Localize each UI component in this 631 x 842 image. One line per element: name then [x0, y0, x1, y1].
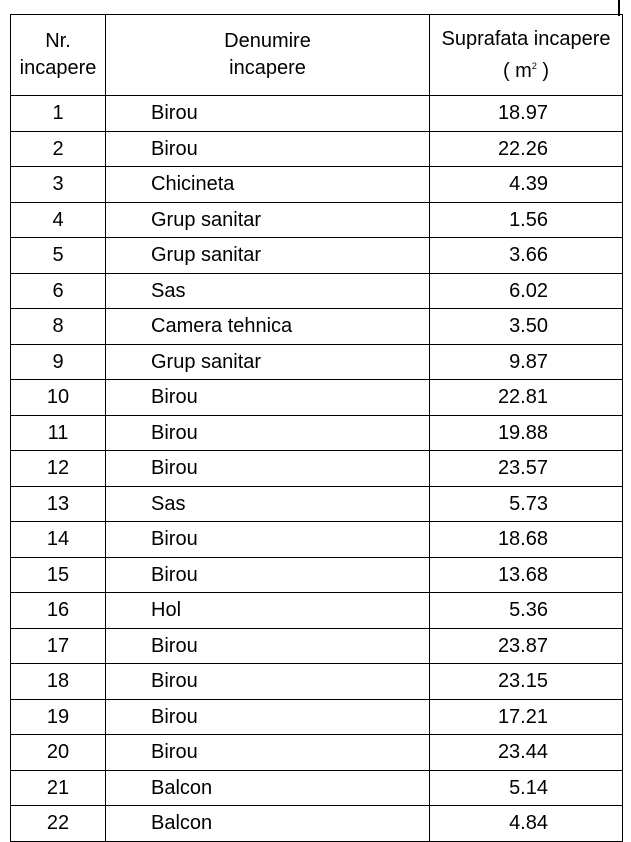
room-number-cell: 10: [11, 380, 106, 416]
room-number-cell: 20: [11, 735, 106, 771]
room-number-cell: 21: [11, 770, 106, 806]
room-name-cell: Birou: [106, 380, 430, 416]
room-number-cell: 14: [11, 522, 106, 558]
table-row: [11, 770, 623, 806]
room-number-cell: 2: [11, 131, 106, 167]
table-row: [11, 96, 623, 132]
room-area-cell: 19.88: [430, 415, 623, 451]
room-name-cell: Birou: [106, 96, 430, 132]
table-row: [11, 344, 623, 380]
room-name-cell: Birou: [106, 522, 430, 558]
room-number-cell: 15: [11, 557, 106, 593]
room-name-cell: Birou: [106, 699, 430, 735]
header-nr: [11, 15, 106, 96]
header-name-line1: Denumire: [224, 30, 311, 52]
room-area-cell: 22.81: [430, 380, 623, 416]
room-number-cell: 6: [11, 273, 106, 309]
unit-open: ( m: [502, 59, 532, 82]
room-name-cell: Grup sanitar: [106, 202, 430, 238]
room-name-cell: Birou: [106, 664, 430, 700]
table-row: [11, 806, 623, 842]
room-number-cell: 12: [11, 451, 106, 487]
room-name-cell: Grup sanitar: [106, 238, 430, 274]
room-area-cell: 5.36: [430, 593, 623, 629]
room-name-cell: Sas: [106, 486, 430, 522]
unit-superscript: 2: [531, 60, 537, 71]
room-name-cell: Chicineta: [106, 167, 430, 203]
room-number-cell: 11: [11, 415, 106, 451]
header-area: [430, 15, 623, 96]
room-area-cell: 23.44: [430, 735, 623, 771]
table-row: [11, 309, 623, 345]
room-area-cell: 18.97: [430, 96, 623, 132]
room-name-cell: Birou: [106, 735, 430, 771]
room-number-cell: 8: [11, 309, 106, 345]
table-row: [11, 273, 623, 309]
room-number-cell: 4: [11, 202, 106, 238]
table-row: [11, 380, 623, 416]
header-nr-line1: Nr.: [45, 30, 71, 52]
room-number-cell: 9: [11, 344, 106, 380]
room-number-cell: 1: [11, 96, 106, 132]
room-area-cell: 23.15: [430, 664, 623, 700]
room-area-cell: 9.87: [430, 344, 623, 380]
header-nr-line2: incapere: [19, 57, 97, 79]
table-row: [11, 628, 623, 664]
room-area-cell: 6.02: [430, 273, 623, 309]
header-name-line2: incapere: [229, 57, 306, 79]
room-number-cell: 3: [11, 167, 106, 203]
room-number-cell: 19: [11, 699, 106, 735]
header-area-unit: [503, 60, 549, 82]
room-name-cell: Birou: [106, 131, 430, 167]
room-number-cell: 5: [11, 238, 106, 274]
room-area-cell: 1.56: [430, 202, 623, 238]
room-area-cell: 23.57: [430, 451, 623, 487]
room-name-cell: Balcon: [106, 806, 430, 842]
room-area-cell: 4.84: [430, 806, 623, 842]
table-row: [11, 415, 623, 451]
room-name-cell: Birou: [106, 628, 430, 664]
rooms-table: [10, 14, 623, 842]
room-name-cell: Hol: [106, 593, 430, 629]
room-name-cell: Camera tehnica: [106, 309, 430, 345]
room-area-cell: 5.14: [430, 770, 623, 806]
room-area-cell: 3.50: [430, 309, 623, 345]
table-row: [11, 699, 623, 735]
room-area-cell: 17.21: [430, 699, 623, 735]
room-name-cell: Balcon: [106, 770, 430, 806]
room-area-cell: 4.39: [430, 167, 623, 203]
room-number-cell: 16: [11, 593, 106, 629]
header-name: [106, 15, 430, 96]
room-number-cell: 17: [11, 628, 106, 664]
room-number-cell: 22: [11, 806, 106, 842]
room-area-cell: 23.87: [430, 628, 623, 664]
table-row: [11, 557, 623, 593]
table-row: [11, 131, 623, 167]
room-name-cell: Birou: [106, 557, 430, 593]
room-area-cell: 3.66: [430, 238, 623, 274]
room-name-cell: Grup sanitar: [106, 344, 430, 380]
room-area-cell: 18.68: [430, 522, 623, 558]
room-number-cell: 13: [11, 486, 106, 522]
table-row: [11, 238, 623, 274]
room-area-cell: 5.73: [430, 486, 623, 522]
table-row: [11, 664, 623, 700]
room-area-cell: 13.68: [430, 557, 623, 593]
table-row: [11, 202, 623, 238]
table-row: [11, 167, 623, 203]
table-row: [11, 593, 623, 629]
room-number-cell: 18: [11, 664, 106, 700]
header-row: [11, 15, 623, 96]
table-row: [11, 735, 623, 771]
room-name-cell: Sas: [106, 273, 430, 309]
room-area-cell: 22.26: [430, 131, 623, 167]
table-row: [11, 451, 623, 487]
room-name-cell: Birou: [106, 451, 430, 487]
header-area-line1: Suprafata incapere: [441, 27, 611, 50]
table-row: [11, 522, 623, 558]
table-row: [11, 486, 623, 522]
room-name-cell: Birou: [106, 415, 430, 451]
unit-close: ): [536, 59, 550, 82]
